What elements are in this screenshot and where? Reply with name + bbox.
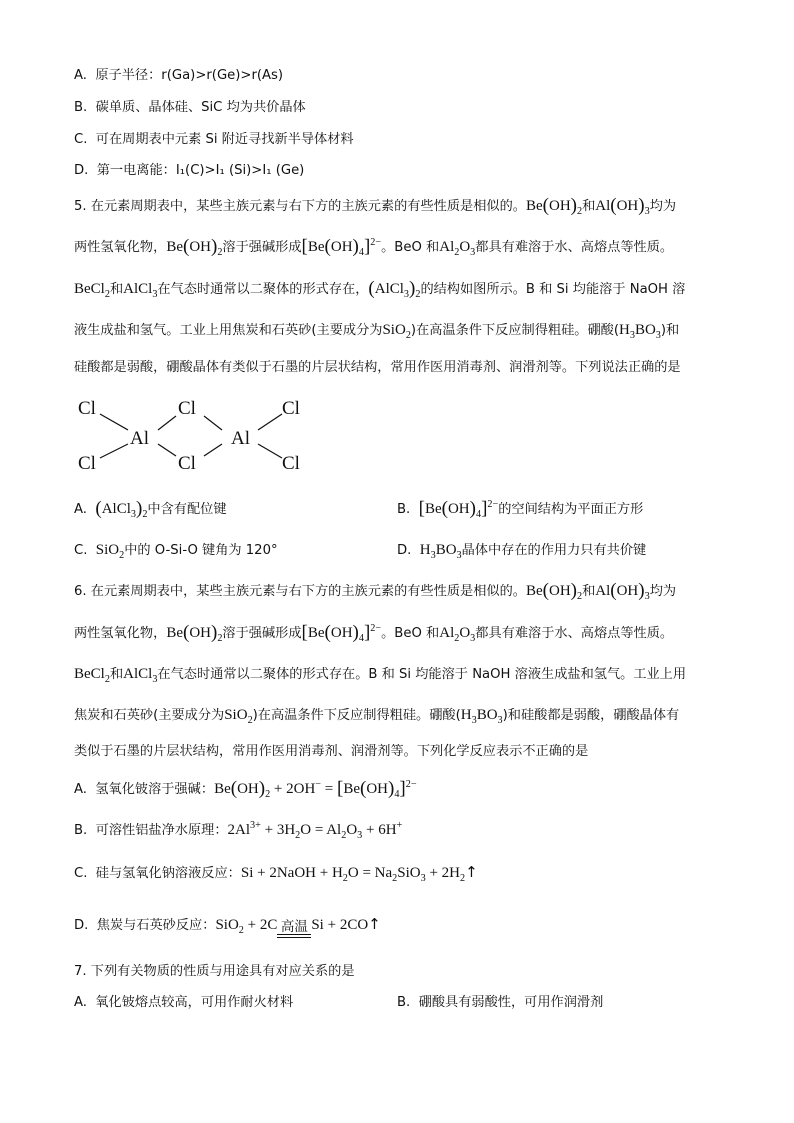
q7-number: 7. [74,964,87,979]
q6-stem-line-4: 焦炭和石英砂(主要成分为SiO$_2$)在高温条件下反应制得粗硅。硼酸$(H_3BO_3)$和硅酸都是弱酸，硼酸晶体有 [74,707,680,726]
q6-stem-line-1: 6. 在元素周期表中，某些主族元素与右下方的主族元素的有些性质是相似的。$Be(OH)_2$和$Al(OH)_3$均为 [74,580,677,602]
q5-stem-line-5: 硅酸都是弱酸，硼酸晶体有类似于石墨的片层状结构，常用作医用消毒剂、润滑剂等。下列说法正确的是 [74,360,681,375]
gas-up-arrow-icon: ↑ [465,863,478,881]
q5-option-b[interactable]: B. $[Be(OH)_4]^{2-}$的空间结构为平面正方形 [397,498,644,520]
al2cl6-structure-diagram [74,392,314,476]
reaction-condition-sign: 高温 [277,920,311,938]
al-atom-left: Al [130,428,149,449]
q5-stem-line-4: 液生成盐和氢气。工业上用焦炭和石英砂(主要成分为SiO$_2$)在高温条件下反应制得粗硅。硼酸$(H_3BO_3)$和 [74,322,680,341]
q4-option-d[interactable]: D. 第一电离能：I₁(C)>I₁ (Si)>I₁ (Ge) [74,163,305,178]
cl-atom-bottom-left: Cl [78,453,96,474]
q6-option-c[interactable]: C. 硅与氢氧化钠溶液反应：Si + 2NaOH + $H_2O = Na_2SiO_3$ + $2H_2↑$ [74,863,478,884]
q4-option-c[interactable]: C. 可在周期表中元素 Si 附近寻找新半导体材料 [74,132,354,147]
cl-atom-top-left: Cl [78,398,96,419]
q6-option-a[interactable]: A. 氢氧化铍溶于强碱：$Be(OH)_2 + 2OH^- = [Be(OH)_4]^{2-}$ [74,778,417,800]
q5-number: 5. [74,199,87,214]
cl-atom-bottom-right: Cl [282,453,300,474]
q6-stem-line-2: 两性氢氧化物，$Be(OH)_2$溶于强碱形成$[Be(OH)_4]^{2-}$。BeO 和$Al_2O_3$都具有难溶于水、高熔点等性质。 [74,622,674,644]
al-atom-right: Al [231,428,250,449]
q7-option-b[interactable]: B. 硼酸具有弱酸性，可用作润滑剂 [397,995,604,1010]
q5-option-d[interactable]: D. $H_3BO_3$晶体中存在的作用力只有共价键 [397,542,647,561]
cl-atom-bridge-bottom: Cl [178,453,196,474]
q5-stem-line-1: 5. 在元素周期表中，某些主族元素与右下方的主族元素的有些性质是相似的。$Be(OH)_2$和$Al(OH)_3$均为 [74,195,677,217]
q5-option-a[interactable]: A. $(AlCl_3)_2$中含有配位键 [74,498,227,520]
q5-option-c[interactable]: C. SiO$_2$中的 O-Si-O 键角为 120° [74,542,278,561]
q6-option-d[interactable]: D. 焦炭与石英砂反应：SiO$_2$ + 2C 高温 Si + 2CO↑ [74,915,381,936]
gas-up-arrow-icon: ↑ [368,915,381,933]
q4-option-a[interactable]: A. 原子半径：r(Ga)>r(Ge)>r(As) [74,68,284,83]
q5-stem-line-3: BeCl$_2$和AlCl$_3$在气态时通常以二聚体的形式存在，$(AlCl_3)_2$的结构如图所示。B 和 Si 均能溶于 NaOH 溶 [74,278,686,300]
q6-stem-line-5: 类似于石墨的片层状结构，常用作医用消毒剂、润滑剂等。下列化学反应表示不正确的是 [74,744,589,759]
cl-atom-bridge-top: Cl [178,398,196,419]
q6-option-b[interactable]: B. 可溶性铝盐净水原理：$2Al^{3+} + 3H_2O = Al_2O_3 + 6H^+$ [74,820,403,841]
cl-atom-top-right: Cl [282,398,300,419]
q6-number: 6. [74,584,87,599]
q4-option-b[interactable]: B. 碳单质、晶体硅、SiC 均为共价晶体 [74,100,306,115]
q7-option-a[interactable]: A. 氧化铍熔点较高，可用作耐火材料 [74,995,294,1010]
q7-stem: 7. 下列有关物质的性质与用途具有对应关系的是 [74,964,355,979]
q5-stem-line-2: 两性氢氧化物，$Be(OH)_2$溶于强碱形成$[Be(OH)_4]^{2-}$。BeO 和$Al_2O_3$都具有难溶于水、高熔点等性质。 [74,236,674,258]
q6-stem-line-3: BeCl$_2$和AlCl$_3$在气态时通常以二聚体的形式存在。B 和 Si 均能溶于 NaOH 溶液生成盐和氢气。工业上用 [74,666,687,685]
